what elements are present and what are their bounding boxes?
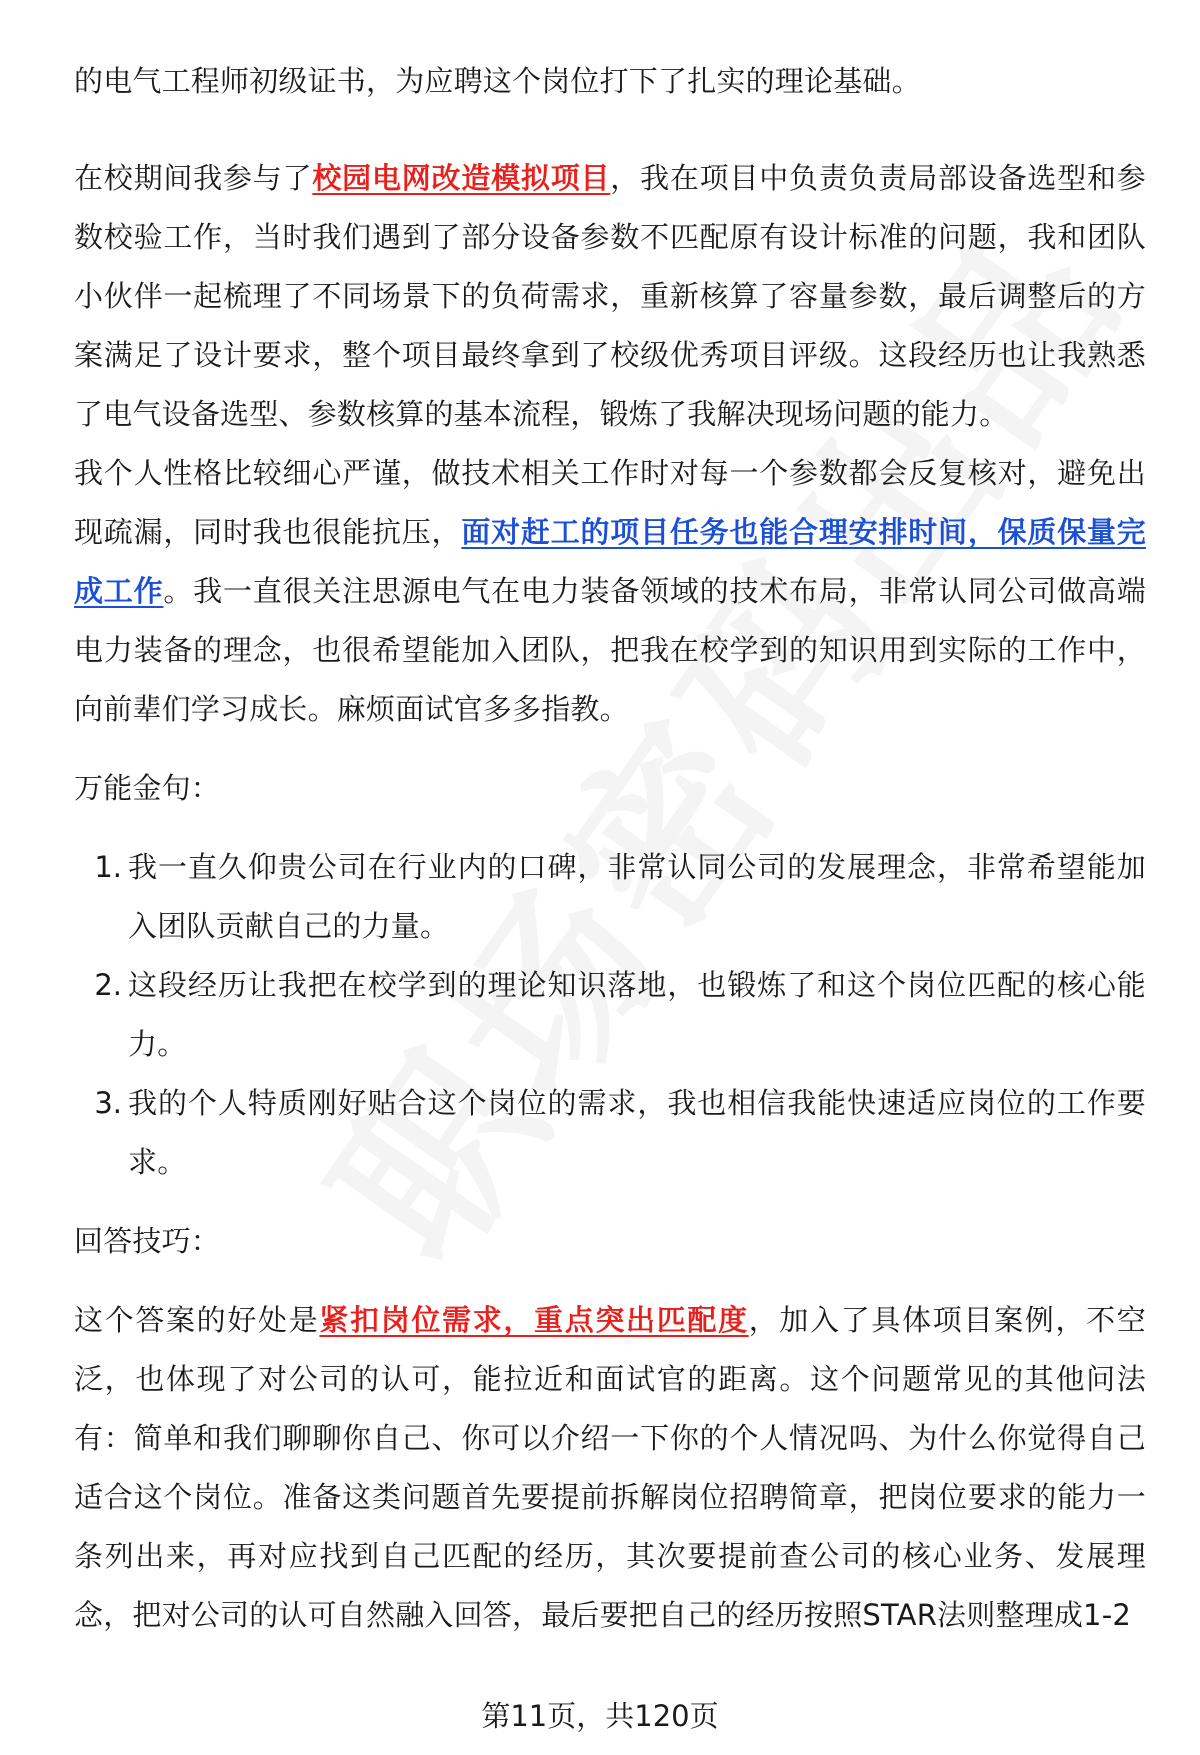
tips-highlight: 紧扣岗位需求，重点突出匹配度 [319, 1303, 749, 1337]
personality-highlight: 面对赶工的项目任务也能合理安排时间，保质保量完成工作 [74, 515, 1146, 608]
list-item [74, 838, 1146, 956]
document-page [74, 52, 1146, 1645]
personality-paragraph [74, 444, 1146, 739]
personality-text-before: 我个人性格比较细心严谨，做技术相关工作时对每一个参数都会反复核对，避免出现疏漏，同时我也很能抗压， [74, 456, 1146, 549]
intro-tail-paragraph: 的电气工程师初级证书，为应聘这个岗位打下了扎实的理论基础。 [74, 64, 921, 98]
list-item-text: 我的个人特质刚好贴合这个岗位的需求，我也相信我能快速适应岗位的工作要求。 [128, 1086, 1146, 1179]
list-item-text: 我一直久仰贵公司在行业内的口碑，非常认同公司的发展理念，非常希望能加入团队贡献自己的力量。 [128, 850, 1146, 943]
personality-text-after: 。我一直很关注思源电气在电力装备领域的技术布局，非常认同公司做高端电力装备的理念，也很希望能加入团队，把我在校学到的知识用到实际的工作中，向前辈们学习成长。麻烦面试官多多指教。 [74, 574, 1146, 726]
list-item-number: 3. [94, 1086, 122, 1120]
page-number-footer: 第11页，共120页 [481, 1699, 719, 1733]
project-text-after: ，我在项目中负责负责局部设备选型和参数校验工作，当时我们遇到了部分设备参数不匹配原有设计标准的问题，我和团队小伙伴一起梳理了不同场景下的负荷需求，重新核算了容量参数，最后调整后的方案满足了设计要求，整个项目最终拿到了校级优秀项目评级。这段经历也让我熟悉了电气设备选型、参数核算的基本流程，锻炼了我解决现场问题的能力。 [74, 161, 1146, 431]
tips-paragraph [74, 1291, 1146, 1645]
tips-heading: 回答技巧： [74, 1224, 221, 1258]
list-item-text: 这段经历让我把在校学到的理论知识落地，也锻炼了和这个岗位匹配的核心能力。 [128, 968, 1146, 1061]
project-text-before: 在校期间我参与了 [74, 161, 313, 195]
tips-text-after: ，加入了具体项目案例，不空泛，也体现了对公司的认可，能拉近和面试官的距离。这个问题常见的其他问法有：简单和我们聊聊你自己、你可以介绍一下你的个人情况吗、为什么你觉得自己适合这个岗位。准备这类问题首先要提前拆解岗位招聘简章，把岗位要求的能力一条列出来，再对应找到自己匹配的经历，其次要提前查公司的核心业务、发展理念，把对公司的认可自然融入回答，最后要把自己的经历按照STAR法则整理成1-2 [74, 1303, 1146, 1632]
golden-sentences-heading: 万能金句： [74, 771, 221, 805]
list-item-number: 2. [94, 968, 122, 1002]
list-item [74, 1074, 1146, 1192]
project-paragraph [74, 149, 1146, 444]
project-highlight: 校园电网改造模拟项目 [312, 161, 611, 195]
tips-text-before: 这个答案的好处是 [74, 1303, 320, 1337]
list-item-number: 1. [94, 850, 122, 884]
golden-sentences-list [74, 838, 1146, 1192]
list-item [74, 956, 1146, 1074]
